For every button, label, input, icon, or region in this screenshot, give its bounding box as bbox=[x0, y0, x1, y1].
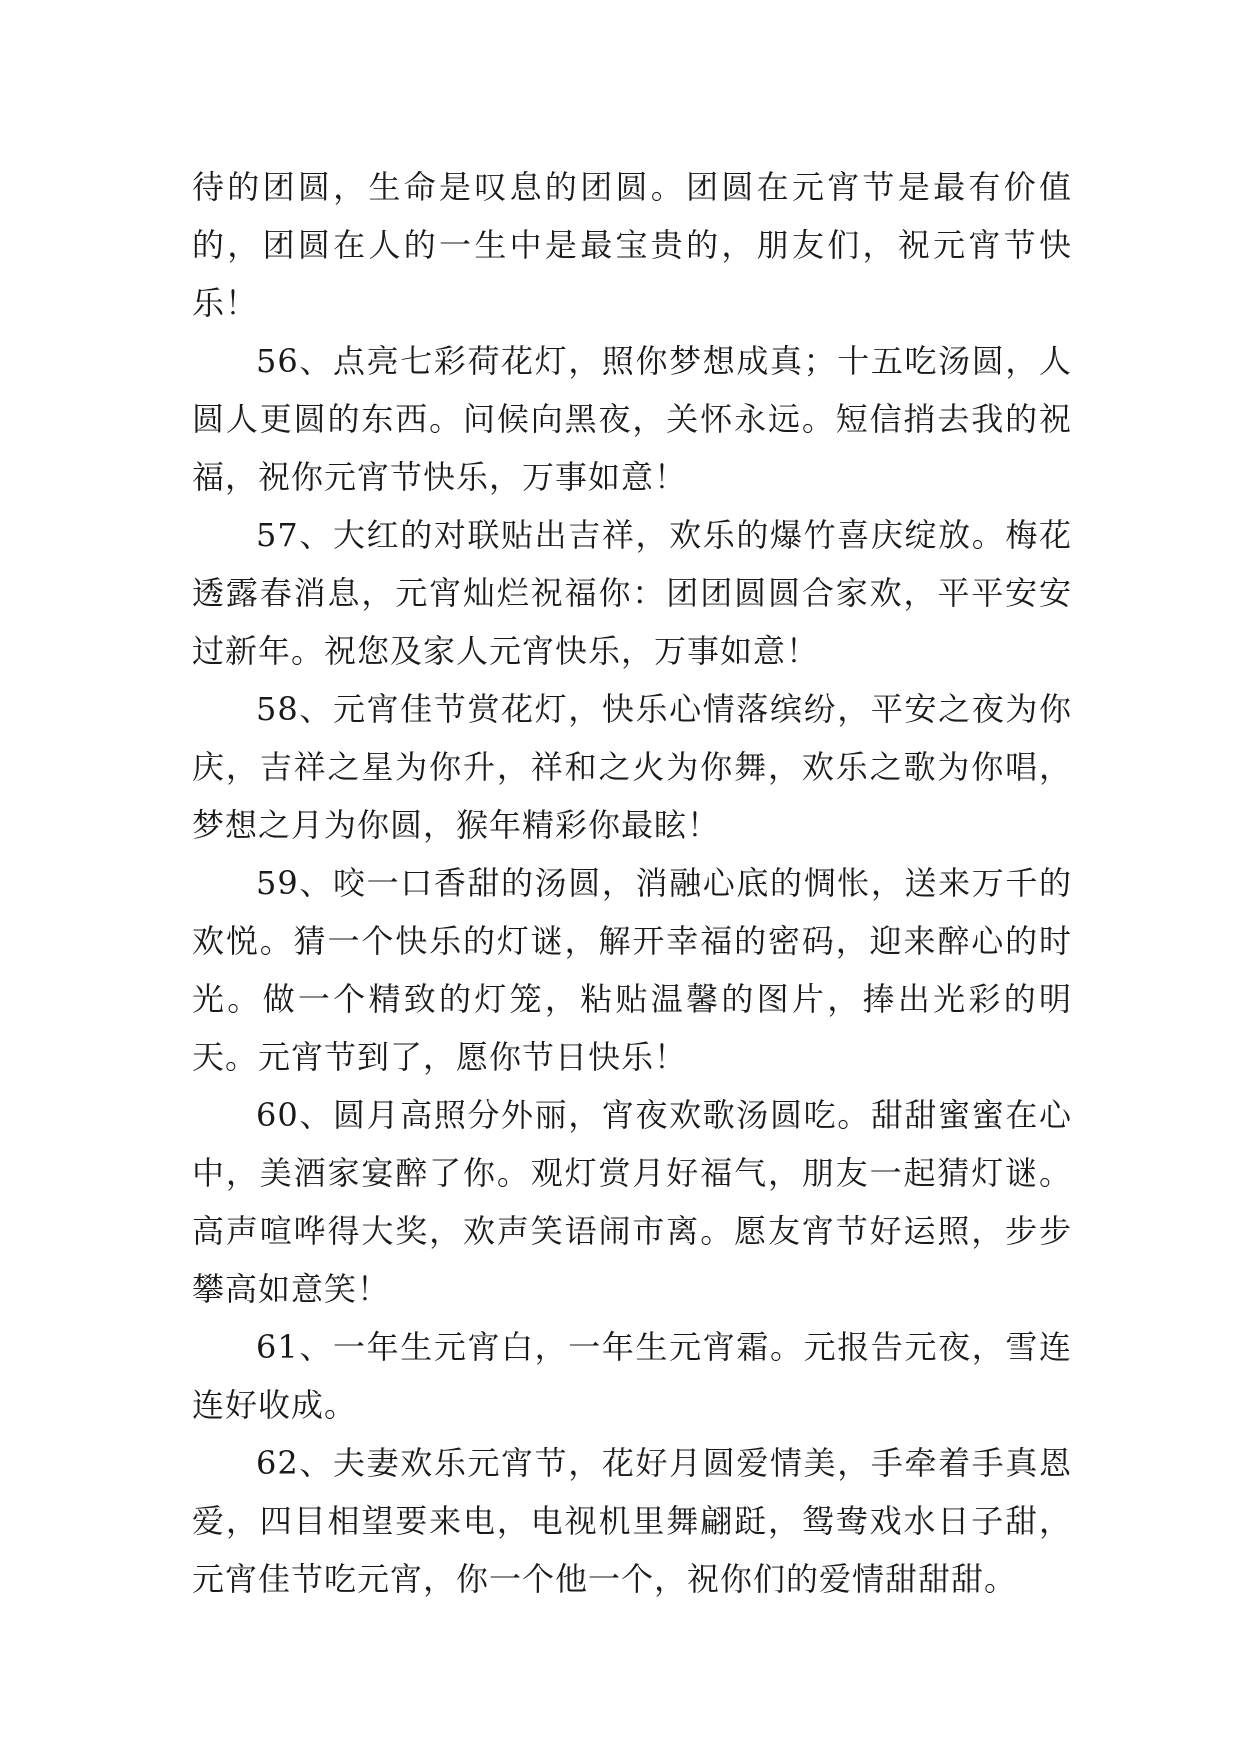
paragraph-continued: 待的团圆，生命是叹息的团圆。团圆在元宵节是最有价值的，团圆在人的一生中是最宝贵的，朋友们，祝元宵节快乐！ bbox=[192, 168, 1072, 322]
paragraph-62: 62、夫妻欢乐元宵节，花好月圆爱情美，手牵着手真恩爱，四目相望要来电，电视机里舞翩跹，鸳鸯戏水日子甜，元宵佳节吃元宵，你一个他一个，祝你们的爱情甜甜甜。 bbox=[192, 1444, 1072, 1598]
paragraph-59: 59、咬一口香甜的汤圆，消融心底的惆怅，送来万千的欢悦。猜一个快乐的灯谜，解开幸福的密码，迎来醉心的时光。做一个精致的灯笼，粘贴温馨的图片，捧出光彩的明天。元宵节到了，愿你节日快乐！ bbox=[192, 864, 1072, 1076]
paragraph-58: 58、元宵佳节赏花灯，快乐心情落缤纷，平安之夜为你庆，吉祥之星为你升，祥和之火为你舞，欢乐之歌为你唱，梦想之月为你圆，猴年精彩你最眩！ bbox=[192, 690, 1072, 844]
paragraph-61: 61、一年生元宵白，一年生元宵霜。元报告元夜，雪连连好收成。 bbox=[192, 1328, 1072, 1424]
paragraph-56: 56、点亮七彩荷花灯，照你梦想成真；十五吃汤圆，人圆人更圆的东西。问候向黑夜，关怀永远。短信捎去我的祝福，祝你元宵节快乐，万事如意！ bbox=[192, 342, 1072, 496]
paragraph-60: 60、圆月高照分外丽，宵夜欢歌汤圆吃。甜甜蜜蜜在心中，美酒家宴醉了你。观灯赏月好福气，朋友一起猜灯谜。高声喧哗得大奖，欢声笑语闹市离。愿友宵节好运照，步步攀高如意笑！ bbox=[192, 1096, 1072, 1308]
paragraph-57: 57、大红的对联贴出吉祥，欢乐的爆竹喜庆绽放。梅花透露春消息，元宵灿烂祝福你：团团圆圆合家欢，平平安安过新年。祝您及家人元宵快乐，万事如意！ bbox=[192, 516, 1072, 670]
document-body bbox=[192, 158, 1072, 1608]
